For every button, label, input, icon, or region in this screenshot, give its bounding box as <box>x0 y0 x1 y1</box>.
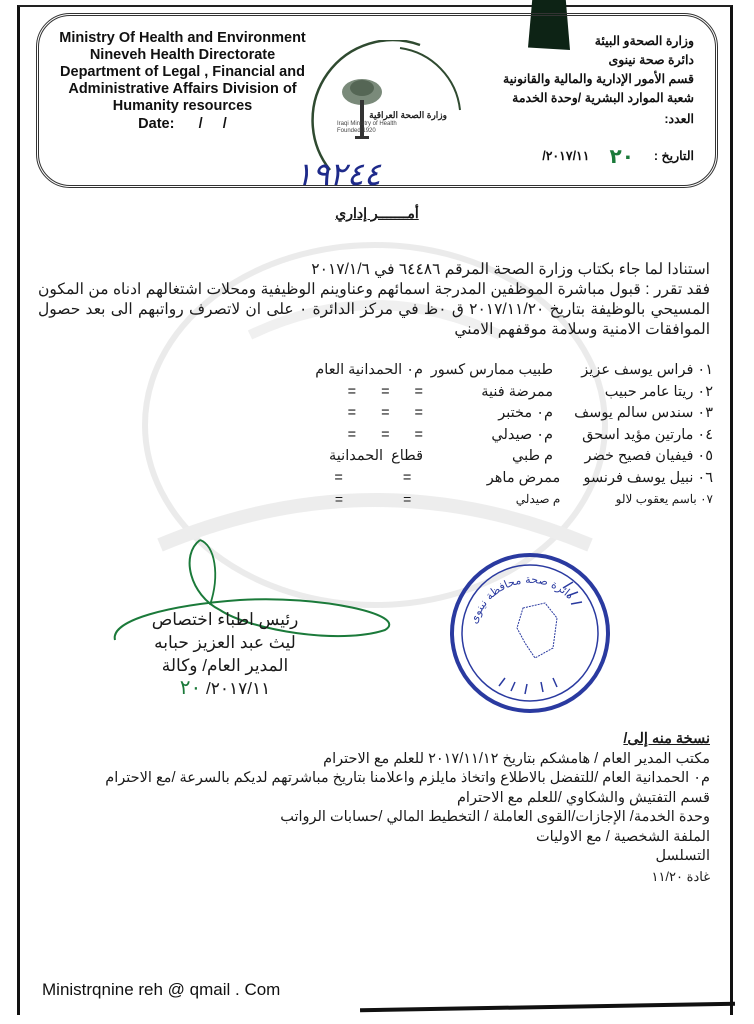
ditto-mark: = <box>381 426 390 443</box>
date-value-ar: ٢٠١٧/١١/ <box>542 149 590 163</box>
employee-location <box>233 446 423 468</box>
map-outline-icon <box>517 603 557 658</box>
copy-recipient: مكتب المدير العام / هامشكم بتاريخ ٢٠١٧/١١/١٢ للعلم مع الاحترام <box>323 750 710 767</box>
employee-name: ٠٤ مارتين مؤيد اسحق <box>582 426 713 443</box>
ministry-name-ar: وزارة الصحةو البيئة <box>594 34 694 48</box>
employee-name: ٠٢ ريتا عامر حبيب <box>604 383 713 400</box>
stamp-text: دائرة صحة محافظة نينوى <box>467 572 577 626</box>
body-paragraph-decision: فقد تقرر : قبول مباشرة الموظفين المدرجة اسمائهم وعناوينم الوظيفية ومحلات اشتغالهم ادناه من المكون المسيحي بالوظيفة بتاريخ ٢٠١٧/١١/٢٠ ق ٠ظ في مركز الدائرة ٠ على ان لاتصرف رواتبهم الى بعد حصول الموافقات الامنية وسلامة موقفهم الامني <box>38 281 710 338</box>
ditto-mark: = <box>402 469 412 486</box>
copy-recipient: وحدة الخدمة/ الإجازات/القوى العاملة / التخطيط المالي /حسابات الرواتب <box>280 809 710 825</box>
handwritten-reference-number: ١٩٢٤٤ <box>295 155 381 193</box>
copies-to-section <box>40 730 710 886</box>
employee-title: م٠ مختبر <box>498 405 553 421</box>
department-name-ar: قسم الأمور الإدارية والمالية والقانونية <box>503 72 694 86</box>
employee-title: ممرض ماهر <box>486 469 561 486</box>
order-body <box>38 260 710 340</box>
ditto-mark: = <box>381 383 390 400</box>
signature-date <box>120 677 330 700</box>
employee-row <box>230 446 713 468</box>
signatory-block <box>120 608 330 700</box>
ditto-mark: = <box>414 383 423 400</box>
employee-row <box>230 489 713 511</box>
copy-recipient: الملفة الشخصية / مع الاوليات <box>536 828 710 845</box>
ditto-mark: = <box>334 469 343 486</box>
logo-caption <box>337 110 447 135</box>
letterhead-arabic <box>434 32 694 166</box>
date-label-en: Date: / / <box>138 116 227 132</box>
division-name-ar: شعبة الموارد البشرية /وحدة الخدمة <box>512 91 694 105</box>
document-number-label: العدد: <box>664 112 694 126</box>
directorate-name-en: Nineveh Health Directorate <box>89 47 276 63</box>
handwritten-day: ٢٠ <box>609 144 634 168</box>
date-label-ar: التاريخ : <box>653 149 694 163</box>
date-row-ar <box>434 144 694 168</box>
ditto-mark: = <box>414 426 423 443</box>
letterhead-english <box>45 30 320 133</box>
employee-location <box>233 425 423 447</box>
location-value: قطاع الحمدانية <box>329 448 423 464</box>
ditto-mark: = <box>381 405 390 421</box>
ditto-mark: = <box>403 491 412 507</box>
signatory-name: ليث عبد العزيز حبابه <box>154 633 296 652</box>
typist-initials: غادة ١١/٢٠ <box>651 868 710 884</box>
ditto-mark: = <box>414 405 423 421</box>
employee-row <box>230 468 713 490</box>
body-paragraph-reference: استنادا لما جاء بكتاب وزارة الصحة المرقم ٦٤٤٨٦ في ٢٠١٧/١/٦ <box>311 261 710 278</box>
employee-location <box>233 360 423 382</box>
department-name-en-2: Administrative Affairs Division of <box>68 81 297 97</box>
copies-title: نسخة منه إلى/ <box>623 731 710 747</box>
copy-recipient: التسلسل <box>655 848 710 864</box>
employee-title: م صيدلي <box>515 492 561 506</box>
ditto-mark: = <box>347 405 357 421</box>
employee-row <box>230 425 713 447</box>
employee-name: ٠٧ باسم يعقوب لالو <box>615 492 713 506</box>
employee-title: م٠ صيدلي <box>491 426 553 443</box>
signature-date-value: ٢٠١٧/١١/ <box>205 679 271 698</box>
employee-name: ٠٥ فيفيان فصيح خضر <box>584 448 713 464</box>
employee-title: م طبي <box>511 448 553 464</box>
employee-row <box>230 360 713 382</box>
employee-name: ٠٦ نبيل يوسف فرنسو <box>583 469 713 486</box>
copy-recipient: م٠ الحمدانية العام /للتفضل بالاطلاع واتخاذ مايلزم واعلامنا بتاريخ مباشرتهم لديكم بالسرعة /مع الاحترام <box>105 770 710 786</box>
ditto-mark: = <box>347 383 357 400</box>
svg-text:دائرة صحة محافظة نينوى <box>467 573 576 625</box>
ditto-mark: = <box>334 491 344 507</box>
logo-english-name: Iraqi Ministry of Health <box>337 121 397 127</box>
employee-row <box>230 403 713 425</box>
crescent-icon <box>495 618 555 678</box>
employee-title: ممرضة فنية <box>481 383 553 400</box>
document-title: أمـــــــر إداري <box>335 205 419 221</box>
signatory-position: رئيس اطباء اختصاص <box>151 610 299 629</box>
official-stamp <box>445 548 615 718</box>
employee-location <box>230 489 436 511</box>
location-value: م٠ الحمدانية العام <box>315 362 423 378</box>
directorate-name-ar: دائرة صحة نينوى <box>608 53 694 67</box>
copy-recipient: قسم التفتيش والشكاوي /للعلم مع الاحترام <box>456 789 710 806</box>
logo-arabic-name: وزارة الصحة العراقية <box>369 110 447 120</box>
employee-row <box>230 382 713 404</box>
employee-location <box>230 468 436 490</box>
footer-email: Ministrqnine reh @ qmail . Com <box>42 980 281 999</box>
signature-handwritten-day: ٢٠ <box>179 677 202 699</box>
department-name-en-1: Department of Legal , Financial and <box>60 64 305 80</box>
employee-list <box>230 360 713 511</box>
employee-location <box>233 382 423 404</box>
employee-name: ٠١ فراس يوسف عزيز <box>581 362 713 378</box>
ministry-name-en: Ministry Of Health and Environment <box>59 30 306 46</box>
ditto-mark: = <box>347 426 357 443</box>
employee-name: ٠٣ سندس سالم يوسف <box>574 405 713 421</box>
signatory-role: المدير العام/ وكالة <box>161 656 289 675</box>
employee-title: طبيب ممارس كسور <box>430 362 553 378</box>
logo-founded: Founded 1920 <box>337 128 376 134</box>
employee-location <box>233 403 423 425</box>
division-name-en: Humanity resources <box>112 98 253 114</box>
